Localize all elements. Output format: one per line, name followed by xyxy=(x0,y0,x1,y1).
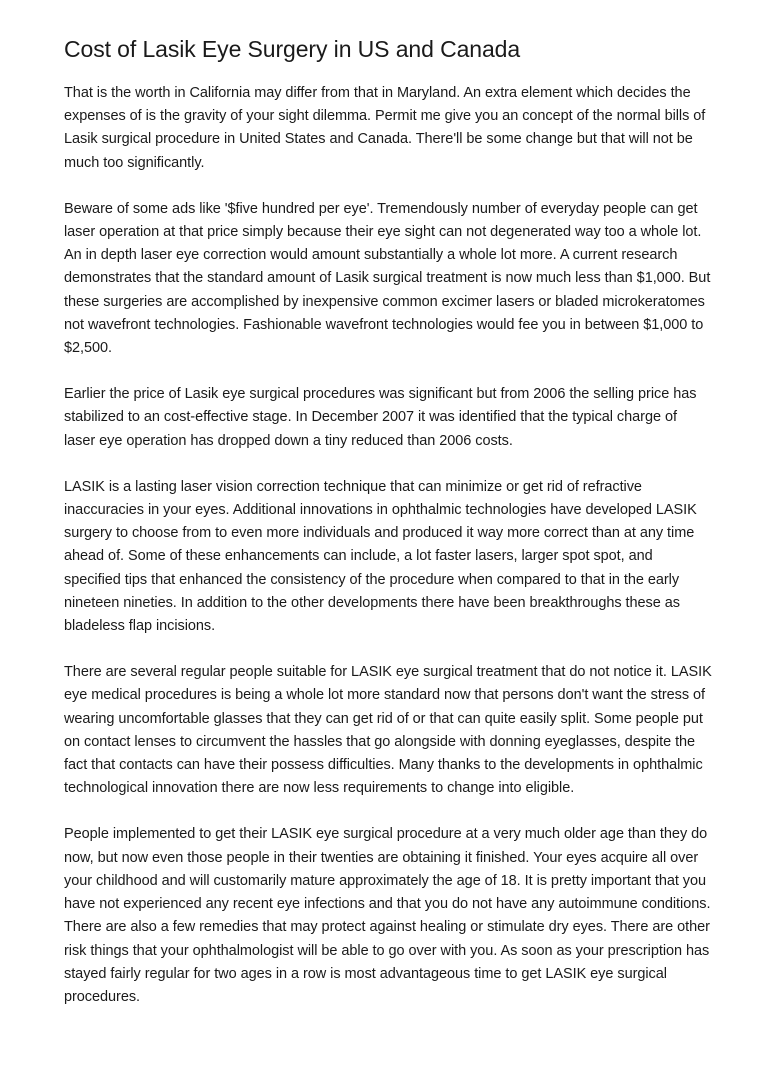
paragraph-6: People implemented to get their LASIK eye surgical procedure at a very much older age than they do now, but now even those people in their twenties are obtaining it finished. Your eyes acquire all over your childhood and will customarily mature approximately the age of 18. It is pretty important that you have not experienced any recent eye infections and that you do not have any autoimmune conditions. There are also a few remedies that may protect against healing or stimulate dry eyes. There are other risk things that your ophthalmologist will be able to go over with you. As soon as your prescription has stayed fairly regular for two ages in a row is most advantageous time to get LASIK eye surgical procedures. xyxy=(64,826,711,1005)
paragraph-5: There are several regular people suitable for LASIK eye surgical treatment that do not notice it. LASIK eye medical procedures is being a whole lot more standard now that persons don't want the stress of wearing uncomfortable glasses that they can get rid of or that can quite easily split. Some people put on contact lenses to circumvent the hassles that go alongside with donning eyeglasses, despite the fact that contacts can have their possess difficulties. Many thanks to the developments in ophthalmic technological innovation there are now less requirements to change into eligible. xyxy=(64,664,712,797)
page-title: Cost of Lasik Eye Surgery in US and Canada xyxy=(64,36,521,62)
paragraph-2: Beware of some ads like '$five hundred per eye'. Tremendously number of everyday people can get laser operation at that price simply because their eye sight can not degenerated way too a whole lot. An in depth laser eye correction would amount substantially a whole lot more. A current research demonstrates that the standard amount of Lasik surgical treatment is now much less than $1,000. But these surgeries are accomplished by inexpensive common excimer lasers or bladed microkeratomes not wavefront technologies. Fashionable wavefront technologies would fee you in between $1,000 to $2,500. xyxy=(64,200,711,357)
document-page xyxy=(64,32,712,1032)
paragraph-4: LASIK is a lasting laser vision correction technique that can minimize or get rid of refractive inaccuracies in your eyes. Additional innovations in ophthalmic technologies have developed LASIK surgery to choose from to even more individuals and produced it way more correct than at any time ahead of. Some of these enhancements can include, a lot faster lasers, larger spot spot, and specified tips that enhanced the consistency of the procedure when compared to that in the early nineteen nineties. In addition to the other developments there have been breakthroughs these as bladeless flap incisions. xyxy=(64,478,697,635)
paragraph-1: That is the worth in California may differ from that in Maryland. An extra element which decides the expenses of is the gravity of your sight dilemma. Permit me give you an concept of the normal bills of Lasik surgical procedure in United States and Canada. There'll be some change but that will not be much too significantly. xyxy=(64,85,706,171)
paragraph-3: Earlier the price of Lasik eye surgical procedures was significant but from 2006 the selling price has stabilized to an cost-effective stage. In December 2007 it was identified that the typical charge of laser eye operation has dropped down a tiny reduced than 2006 costs. xyxy=(64,386,697,449)
